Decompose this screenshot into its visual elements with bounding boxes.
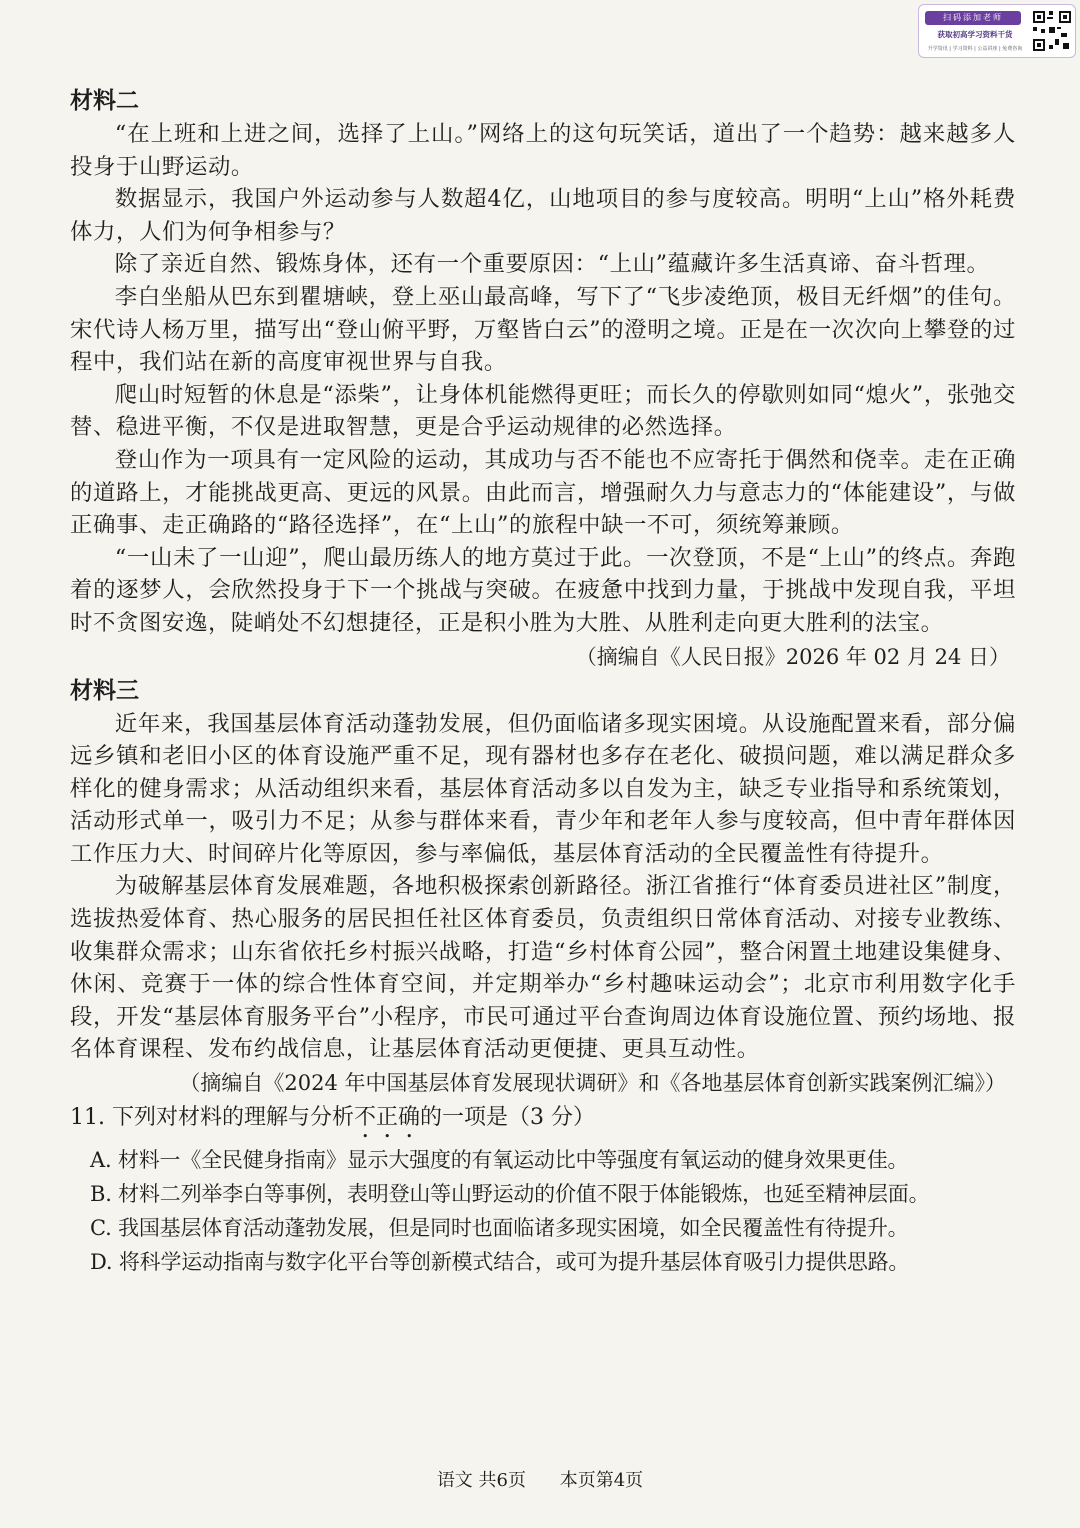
option-b[interactable]: B. 材料二列举李白等事例，表明登山等山野运动的价值不限于体能锻炼，也延至精神层面。	[90, 1182, 930, 1207]
material3-heading: 材料三	[70, 677, 139, 704]
page-footer	[0, 1466, 1080, 1492]
material2-heading: 材料二	[70, 88, 139, 114]
promo-badge[interactable]	[918, 4, 1076, 58]
material2-paragraph: 登山作为一项具有一定风险的运动，其成功与否不能也不应寄托于偶然和侥幸。走在正确的道路上，才能挑战更高、更远的风景。由此而言，增强耐久力与意志力的“体能建设”，与做正确事、走正确路的“路径选择”，在“上山”的旅程中缺一不可，须统筹兼顾。	[70, 446, 1016, 539]
material2-paragraph: “一山未了一山迎”，爬山最历练人的地方莫过于此。一次登顶，不是“上山”的终点。奔跑着的逐梦人，会欣然投身于下一个挑战与突破。在疲惫中找到力量，于挑战中发现自我，平坦时不贪图安逸，陡峭处不幻想捷径，正是积小胜为大胜、从胜利走向更大胜利的法宝。	[70, 544, 1016, 636]
option-a[interactable]: A. 材料一《全民健身指南》显示大强度的有氧运动比中等强度有氧运动的健身效果更佳。	[90, 1148, 909, 1173]
material2-paragraph: 数据显示，我国户外运动参与人数超4亿，山地项目的参与度较高。明明“上山”格外耗费体力，人们为何争相参与？	[70, 186, 1016, 245]
footer-subject: 语文 共6页	[436, 1470, 526, 1491]
material2-paragraph: 李白坐船从巴东到瞿塘峡，登上巫山最高峰，写下了“飞步凌绝顶，极目无纤烟”的佳句。宋代诗人杨万里，描写出“登山俯平野，万壑皆白云”的澄明之境。正是在一次次向上攀登的过程中，我们站在新的高度审视世界与自我。	[70, 283, 1016, 376]
option-c[interactable]: C. 我国基层体育活动蓬勃发展，但是同时也面临诸多现实困境，如全民覆盖性有待提升。	[90, 1216, 909, 1241]
material3-source: （摘编自《2024 年中国基层体育发展现状调研》和《各地基层体育创新实践案例汇编》）	[179, 1071, 1006, 1096]
qr-code-icon[interactable]	[1031, 9, 1073, 53]
material2-source: （摘编自《人民日报》2026 年 02 月 24 日）	[575, 644, 1010, 669]
material3-paragraph: 近年来，我国基层体育活动蓬勃发展，但仍面临诸多现实困境。从设施配置来看，部分偏远乡镇和老旧小区的体育设施严重不足，现有器材也多存在老化、破损问题，难以满足群众多样化的健身需求；从活动组织来看，基层体育活动多以自发为主，缺乏专业指导和系统策划，活动形式单一，吸引力不足；从参与群体来看，青少年和老年人参与度较高，但中青年群体因工作压力大、时间碎片化等原因，参与率偏低，基层体育活动的全民覆盖性有待提升。	[70, 710, 1016, 867]
material2-paragraph: 除了亲近自然、锻炼身体，还有一个重要原因：“上山”蕴藏许多生活真谛、奋斗哲理。	[114, 251, 990, 278]
question-emphasis: 不正确	[353, 1105, 420, 1131]
material2-paragraph: 爬山时短暂的休息是“添柴”，让身体机能燃得更旺；而长久的停歇则如同“熄火”，张弛交替、稳进平衡，不仅是进取智慧，更是合乎运动规律的必然选择。	[70, 381, 1016, 441]
promo-subtitle: 获取初高学习资料干货	[937, 30, 1013, 39]
promo-title: 扫码添加老师	[925, 11, 1021, 25]
page-content	[70, 84, 1016, 1279]
material3-paragraph: 为破解基层体育发展难题，各地积极探索创新路径。浙江省推行“体育委员进社区”制度，选拔热爱体育、热心服务的居民担任社区体育委员，负责组织日常体育活动、对接专业教练、收集群众需求；山东省依托乡村振兴战略，打造“乡村体育公园”，整合闲置土地建设集健身、休闲、竞赛于一体的综合性体育空间，并定期举办“乡村趣味运动会”；北京市利用数字化手段，开发“基层体育服务平台”小程序，市民可通过平台查询周边体育设施位置、预约场地、报名体育课程、发布约战信息，让基层体育活动更便捷、更具互动性。	[70, 873, 1016, 1063]
footer-page-number: 本页第4页	[559, 1470, 644, 1491]
question-prefix: 11. 下列对材料的理解与分析	[70, 1105, 354, 1131]
promo-tags: 升学资讯 | 学习资料 | 公益讲座 | 免费咨询	[927, 46, 1023, 52]
question-stem	[70, 1100, 1016, 1143]
question-suffix: 的一项是（3 分）	[420, 1105, 595, 1131]
option-d[interactable]: D. 将科学运动指南与数字化平台等创新模式结合，或可为提升基层体育吸引力提供思路。	[90, 1250, 910, 1275]
material2-paragraph: “在上班和上进之间，选择了上山。”网络上的这句玩笑话，道出了一个趋势：越来越多人投身于山野运动。	[70, 121, 1016, 180]
